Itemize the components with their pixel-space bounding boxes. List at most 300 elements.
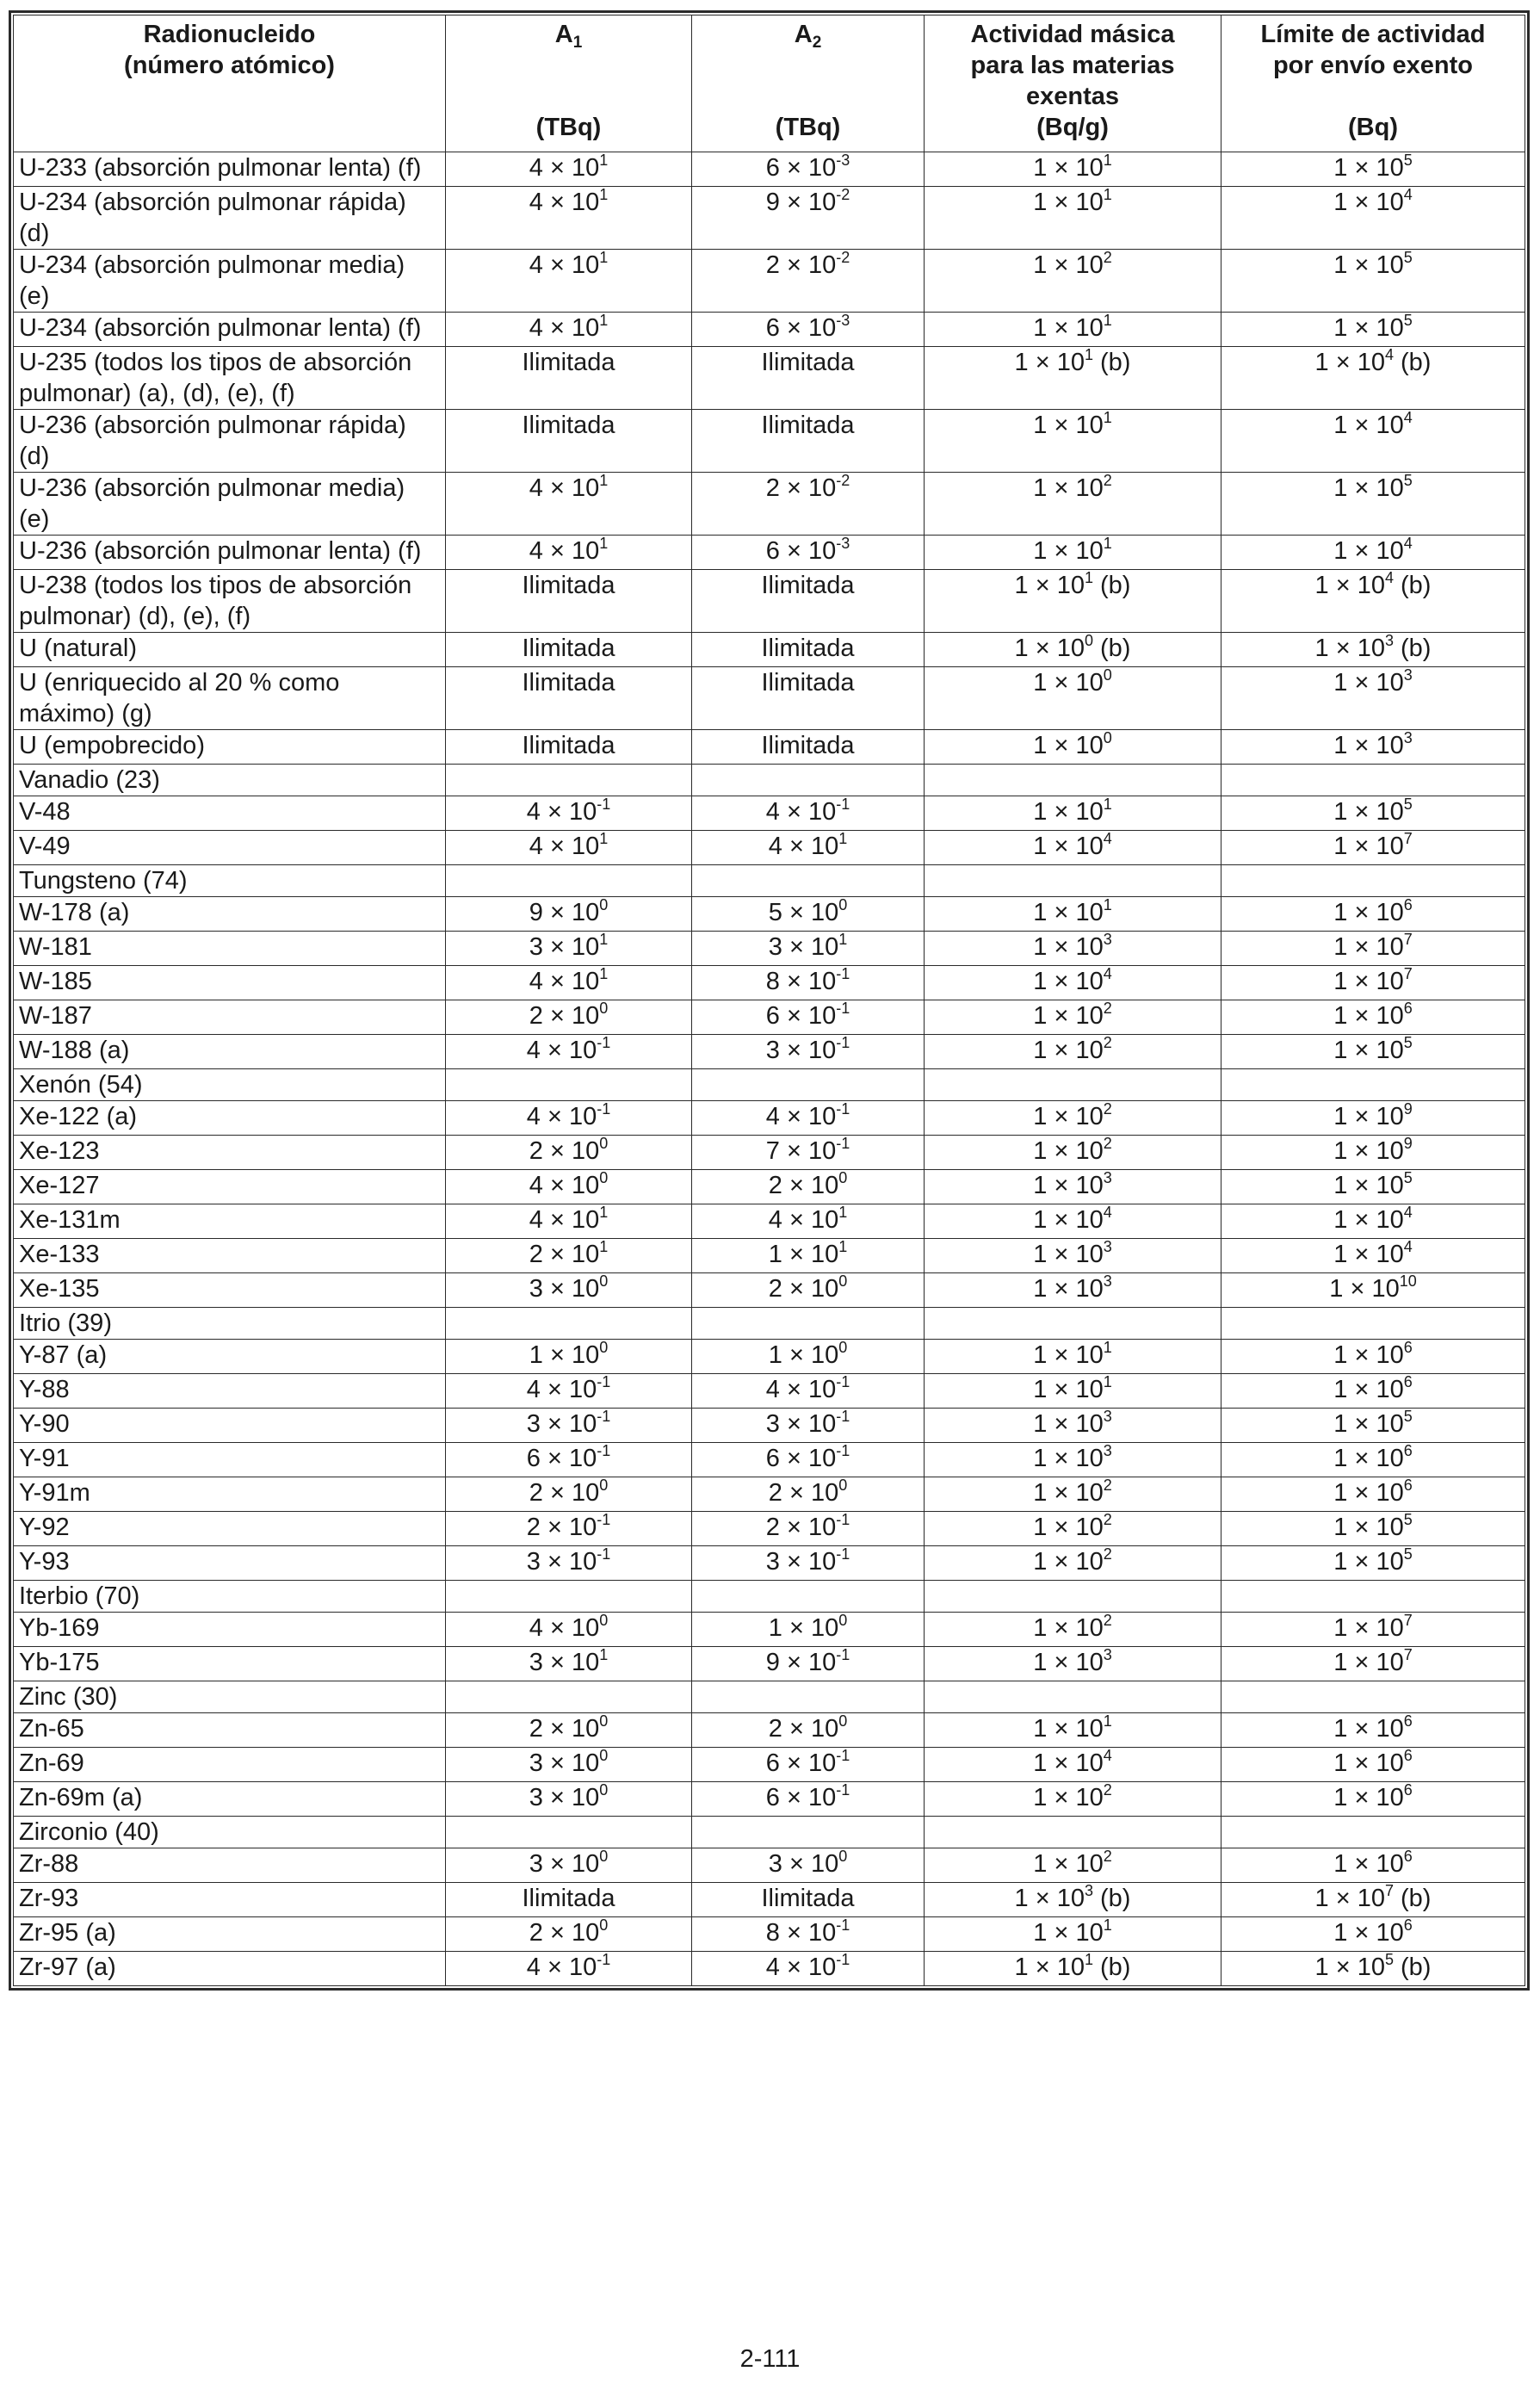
exponent: 0 — [1103, 666, 1112, 684]
cell-a1: Ilimitada — [446, 410, 692, 473]
header-a2-subscript: 2 — [812, 34, 822, 52]
cell-a1: $6 \times 10^{-1}$ — [446, 1443, 692, 1477]
exponent: 1 — [599, 1238, 609, 1255]
table-row — [14, 1512, 1525, 1546]
table-row — [14, 966, 1525, 1000]
cell-radionuclide: Xe-127 — [14, 1170, 446, 1204]
cell-radionuclide: Zr-88 — [14, 1848, 446, 1883]
cell-activity-limit: $1 \times 10^7$ — [1221, 831, 1525, 865]
header-radionuclide — [14, 15, 446, 152]
cell-a1: $4 \times 10^1$ — [446, 536, 692, 570]
cell-mass-activity: $1 \times 10^1$ — [925, 536, 1221, 570]
cell-a1 — [446, 1817, 692, 1848]
cell-a2: Ilimitada — [692, 730, 925, 765]
exponent: 4 — [1403, 409, 1413, 426]
cell-mass-activity: $1 \times 10^2$ — [925, 1035, 1221, 1069]
cell-radionuclide: W-181 — [14, 932, 446, 966]
cell-mass-activity: $1 \times 10^2$ — [925, 1782, 1221, 1817]
exponent: -1 — [836, 1747, 850, 1764]
cell-mass-activity: $1 \times 10^3$ — [925, 1647, 1221, 1681]
cell-a2: $8 \times 10^{-1}$ — [692, 966, 925, 1000]
cell-mass-activity: $1 \times 10^1$ — [925, 313, 1221, 347]
exponent: 6 — [1403, 1000, 1413, 1017]
exponent: 0 — [838, 1712, 848, 1730]
cell-a2: $4 \times 10^{-1}$ — [692, 1101, 925, 1136]
cell-activity-limit: $1 \times 10^5$ — [1221, 1170, 1525, 1204]
cell-a1: $4 \times 10^{-1}$ — [446, 1374, 692, 1409]
exponent: 0 — [599, 1000, 609, 1017]
cell-a1: Ilimitada — [446, 347, 692, 410]
cell-a1 — [446, 865, 692, 897]
cell-radionuclide: U-233 (absorción pulmonar lenta) (f) — [14, 152, 446, 187]
exponent: 0 — [599, 1712, 609, 1730]
exponent: 3 — [1103, 931, 1112, 948]
cell-a2 — [692, 1581, 925, 1613]
exponent: -1 — [597, 1373, 611, 1390]
cell-a1: $4 \times 10^0$ — [446, 1170, 692, 1204]
cell-a2: $2 \times 10^0$ — [692, 1273, 925, 1308]
cell-mass-activity: $1 \times 10^3$ — [925, 1443, 1221, 1477]
header-activity-limit-unit: (Bq) — [1348, 114, 1398, 141]
table-row — [14, 1477, 1525, 1512]
exponent: -1 — [597, 1545, 611, 1563]
table-row — [14, 1000, 1525, 1035]
cell-activity-limit: $1 \times 10^6$ — [1221, 1917, 1525, 1952]
table-row — [14, 187, 1525, 250]
exponent: -3 — [836, 152, 850, 169]
exponent: 0 — [838, 1848, 848, 1865]
table-row — [14, 1817, 1525, 1848]
cell-activity-limit: $1 \times 10^7$ — [1221, 1613, 1525, 1647]
exponent: 5 — [1403, 312, 1413, 329]
cell-radionuclide: Zn-69m (a) — [14, 1782, 446, 1817]
cell-radionuclide: U-236 (absorción pulmonar rápida) (d) — [14, 410, 446, 473]
cell-mass-activity: $1 \times 10^3$ — [925, 932, 1221, 966]
exponent: 1 — [1103, 1373, 1112, 1390]
cell-activity-limit: $1 \times 10^5$ — [1221, 313, 1525, 347]
exponent: 6 — [1403, 1781, 1413, 1799]
exponent: 2 — [1103, 1511, 1112, 1528]
exponent: 5 — [1403, 152, 1413, 169]
exponent: 2 — [1103, 1100, 1112, 1118]
table-row — [14, 932, 1525, 966]
exponent: -1 — [597, 1100, 611, 1118]
cell-a1: $2 \times 10^{-1}$ — [446, 1512, 692, 1546]
cell-activity-limit: $1 \times 10^6$ — [1221, 1748, 1525, 1782]
cell-radionuclide: U-236 (absorción pulmonar lenta) (f) — [14, 536, 446, 570]
cell-a1: $4 \times 10^1$ — [446, 313, 692, 347]
cell-a2: $1 \times 10^0$ — [692, 1340, 925, 1374]
cell-a2: $3 \times 10^0$ — [692, 1848, 925, 1883]
cell-radionuclide: Y-87 (a) — [14, 1340, 446, 1374]
cell-mass-activity: $1 \times 10^1$ — [925, 796, 1221, 831]
exponent: -1 — [836, 1545, 850, 1563]
cell-activity-limit — [1221, 1681, 1525, 1713]
cell-a2: Ilimitada — [692, 347, 925, 410]
cell-a2: $4 \times 10^1$ — [692, 1204, 925, 1239]
exponent: 5 — [1403, 1408, 1413, 1425]
exponent: 1 — [838, 1204, 848, 1221]
cell-a1: $4 \times 10^1$ — [446, 966, 692, 1000]
cell-radionuclide: U (empobrecido) — [14, 730, 446, 765]
cell-mass-activity: $1 \times 10^2$ — [925, 1613, 1221, 1647]
exponent: 4 — [1403, 535, 1413, 552]
exponent: 2 — [1103, 249, 1112, 266]
exponent: 5 — [1403, 796, 1413, 813]
table-row — [14, 1748, 1525, 1782]
exponent: 2 — [1103, 1477, 1112, 1494]
cell-a2: $6 \times 10^{-3}$ — [692, 313, 925, 347]
exponent: 1 — [599, 830, 609, 847]
cell-mass-activity — [925, 765, 1221, 796]
table-row — [14, 1782, 1525, 1817]
cell-mass-activity — [925, 1308, 1221, 1340]
table-row — [14, 1409, 1525, 1443]
cell-mass-activity: $1 \times 10^3$ (b) — [925, 1883, 1221, 1917]
exponent: 2 — [1103, 472, 1112, 489]
exponent: 3 — [1084, 1882, 1093, 1899]
cell-a1: Ilimitada — [446, 667, 692, 730]
cell-radionuclide: Y-91 — [14, 1443, 446, 1477]
table-row — [14, 1101, 1525, 1136]
exponent: 0 — [599, 1916, 609, 1934]
exponent: 7 — [1403, 931, 1413, 948]
cell-a1: $4 \times 10^1$ — [446, 831, 692, 865]
cell-activity-limit: $1 \times 10^3$ — [1221, 667, 1525, 730]
table-row — [14, 1204, 1525, 1239]
exponent: 4 — [1403, 1238, 1413, 1255]
table-row — [14, 1546, 1525, 1581]
cell-activity-limit: $1 \times 10^6$ — [1221, 897, 1525, 932]
cell-mass-activity: $1 \times 10^0$ — [925, 667, 1221, 730]
exponent: 0 — [838, 1339, 848, 1356]
cell-activity-limit: $1 \times 10^5$ — [1221, 1512, 1525, 1546]
cell-activity-limit: $1 \times 10^6$ — [1221, 1713, 1525, 1748]
cell-a1: $4 \times 10^1$ — [446, 1204, 692, 1239]
table-row — [14, 897, 1525, 932]
cell-activity-limit: $1 \times 10^5$ — [1221, 1546, 1525, 1581]
exponent: 1 — [599, 535, 609, 552]
exponent: 1 — [1103, 152, 1112, 169]
cell-mass-activity — [925, 1581, 1221, 1613]
cell-a2: $2 \times 10^{-2}$ — [692, 473, 925, 536]
cell-radionuclide: Zirconio (40) — [14, 1817, 446, 1848]
cell-a1: $2 \times 10^0$ — [446, 1136, 692, 1170]
cell-a2: Ilimitada — [692, 667, 925, 730]
table-row — [14, 1952, 1525, 1986]
cell-mass-activity — [925, 1681, 1221, 1713]
cell-radionuclide: Y-88 — [14, 1374, 446, 1409]
cell-a2: $2 \times 10^0$ — [692, 1713, 925, 1748]
exponent: 7 — [1403, 965, 1413, 982]
cell-radionuclide: U-234 (absorción pulmonar lenta) (f) — [14, 313, 446, 347]
table-row — [14, 570, 1525, 633]
cell-a2: $1 \times 10^0$ — [692, 1613, 925, 1647]
header-mass-activity-unit: (Bq/g) — [1036, 114, 1109, 141]
cell-a2: $2 \times 10^0$ — [692, 1170, 925, 1204]
cell-a2: $4 \times 10^{-1}$ — [692, 796, 925, 831]
cell-a2 — [692, 1681, 925, 1713]
table-row — [14, 1170, 1525, 1204]
exponent: 1 — [838, 931, 848, 948]
table-row — [14, 667, 1525, 730]
cell-radionuclide: Yb-169 — [14, 1613, 446, 1647]
exponent: 2 — [1103, 1848, 1112, 1865]
table-row — [14, 1239, 1525, 1273]
table-row — [14, 410, 1525, 473]
cell-activity-limit: $1 \times 10^{10}$ — [1221, 1273, 1525, 1308]
cell-a2: $1 \times 10^1$ — [692, 1239, 925, 1273]
cell-mass-activity: $1 \times 10^2$ — [925, 250, 1221, 313]
cell-a2: Ilimitada — [692, 1883, 925, 1917]
table-row — [14, 831, 1525, 865]
exponent: 6 — [1403, 1747, 1413, 1764]
exponent: 0 — [838, 1272, 848, 1290]
cell-mass-activity — [925, 1817, 1221, 1848]
header-mass-activity-line2: para las materias — [970, 52, 1175, 79]
exponent: -1 — [836, 1135, 850, 1152]
cell-activity-limit: $1 \times 10^6$ — [1221, 1848, 1525, 1883]
cell-radionuclide: W-188 (a) — [14, 1035, 446, 1069]
cell-radionuclide: U-234 (absorción pulmonar rápida) (d) — [14, 187, 446, 250]
exponent: 1 — [1103, 535, 1112, 552]
exponent: -1 — [836, 1373, 850, 1390]
cell-mass-activity: $1 \times 10^3$ — [925, 1170, 1221, 1204]
exponent: -1 — [836, 1781, 850, 1799]
exponent: 0 — [599, 1272, 609, 1290]
cell-mass-activity: $1 \times 10^1$ — [925, 1917, 1221, 1952]
table-row — [14, 1136, 1525, 1170]
cell-mass-activity: $1 \times 10^1$ — [925, 897, 1221, 932]
cell-a2 — [692, 1308, 925, 1340]
exponent: -1 — [836, 1442, 850, 1459]
table-row — [14, 1374, 1525, 1409]
exponent: 3 — [1103, 1442, 1112, 1459]
exponent: 0 — [599, 896, 609, 913]
exponent: 9 — [1403, 1100, 1413, 1118]
cell-radionuclide: Tungsteno (74) — [14, 865, 446, 897]
cell-a2: $2 \times 10^{-1}$ — [692, 1512, 925, 1546]
cell-activity-limit: $1 \times 10^4$ — [1221, 536, 1525, 570]
exponent: 6 — [1403, 1442, 1413, 1459]
cell-a2: Ilimitada — [692, 570, 925, 633]
table-row — [14, 1308, 1525, 1340]
exponent: 0 — [1103, 729, 1112, 746]
exponent: 1 — [599, 152, 609, 169]
exponent: -1 — [597, 1511, 611, 1528]
exponent: 7 — [1403, 1646, 1413, 1663]
exponent: 1 — [599, 472, 609, 489]
exponent: -1 — [836, 1034, 850, 1051]
exponent: 3 — [1103, 1272, 1112, 1290]
cell-radionuclide: Xe-131m — [14, 1204, 446, 1239]
exponent: 1 — [1103, 1916, 1112, 1934]
exponent: -3 — [836, 312, 850, 329]
exponent: -3 — [836, 535, 850, 552]
exponent: 4 — [1384, 346, 1394, 363]
cell-mass-activity: $1 \times 10^1$ (b) — [925, 1952, 1221, 1986]
exponent: 0 — [599, 1339, 609, 1356]
exponent: 6 — [1403, 1916, 1413, 1934]
exponent: 10 — [1399, 1272, 1417, 1290]
exponent: 3 — [1103, 1169, 1112, 1186]
table-row — [14, 1848, 1525, 1883]
cell-a2: $9 \times 10^{-1}$ — [692, 1647, 925, 1681]
exponent: 7 — [1403, 830, 1413, 847]
exponent: 1 — [599, 312, 609, 329]
exponent: 1 — [1084, 569, 1093, 586]
cell-a1: $2 \times 10^0$ — [446, 1713, 692, 1748]
table-row — [14, 536, 1525, 570]
cell-activity-limit — [1221, 1069, 1525, 1101]
cell-activity-limit: $1 \times 10^6$ — [1221, 1443, 1525, 1477]
table-row — [14, 250, 1525, 313]
cell-activity-limit: $1 \times 10^6$ — [1221, 1000, 1525, 1035]
cell-mass-activity: $1 \times 10^1$ — [925, 187, 1221, 250]
exponent: 1 — [838, 830, 848, 847]
cell-activity-limit: $1 \times 10^5$ — [1221, 1409, 1525, 1443]
cell-a2: $3 \times 10^1$ — [692, 932, 925, 966]
exponent: 2 — [1103, 1781, 1112, 1799]
cell-a2: $2 \times 10^{-2}$ — [692, 250, 925, 313]
cell-radionuclide: Y-90 — [14, 1409, 446, 1443]
cell-mass-activity: $1 \times 10^1$ — [925, 1340, 1221, 1374]
exponent: 1 — [838, 1238, 848, 1255]
cell-a2: $5 \times 10^0$ — [692, 897, 925, 932]
cell-activity-limit: $1 \times 10^5$ — [1221, 796, 1525, 831]
exponent: 5 — [1403, 1511, 1413, 1528]
header-mass-activity-line1: Actividad másica — [970, 21, 1175, 48]
header-a1-letter: A — [554, 21, 573, 48]
header-activity-limit — [1221, 15, 1525, 152]
cell-activity-limit: $1 \times 10^4$ — [1221, 1239, 1525, 1273]
cell-a2 — [692, 865, 925, 897]
exponent: 9 — [1403, 1135, 1413, 1152]
cell-mass-activity: $1 \times 10^1$ (b) — [925, 347, 1221, 410]
table-row — [14, 765, 1525, 796]
exponent: 4 — [1403, 186, 1413, 203]
table-row — [14, 633, 1525, 667]
cell-activity-limit: $1 \times 10^9$ — [1221, 1101, 1525, 1136]
cell-radionuclide: Zr-93 — [14, 1883, 446, 1917]
table-row — [14, 1581, 1525, 1613]
cell-activity-limit: $1 \times 10^9$ — [1221, 1136, 1525, 1170]
exponent: 4 — [1103, 1204, 1112, 1221]
cell-mass-activity: $1 \times 10^0$ — [925, 730, 1221, 765]
cell-mass-activity: $1 \times 10^1$ (b) — [925, 570, 1221, 633]
cell-activity-limit: $1 \times 10^4$ — [1221, 1204, 1525, 1239]
cell-activity-limit: $1 \times 10^5$ — [1221, 473, 1525, 536]
exponent: -1 — [597, 1951, 611, 1968]
exponent: 7 — [1384, 1882, 1394, 1899]
exponent: -1 — [836, 1646, 850, 1663]
exponent: -1 — [597, 1442, 611, 1459]
table-row — [14, 1069, 1525, 1101]
cell-mass-activity: $1 \times 10^4$ — [925, 966, 1221, 1000]
cell-a1: $2 \times 10^0$ — [446, 1917, 692, 1952]
exponent: 1 — [599, 1204, 609, 1221]
cell-a1 — [446, 1581, 692, 1613]
exponent: -2 — [836, 186, 850, 203]
cell-radionuclide: Yb-175 — [14, 1647, 446, 1681]
exponent: -1 — [597, 796, 611, 813]
cell-a2: $6 \times 10^{-1}$ — [692, 1748, 925, 1782]
cell-activity-limit: $1 \times 10^4$ — [1221, 187, 1525, 250]
cell-mass-activity: $1 \times 10^2$ — [925, 473, 1221, 536]
exponent: 0 — [1084, 632, 1093, 649]
cell-mass-activity: $1 \times 10^2$ — [925, 1101, 1221, 1136]
exponent: 6 — [1403, 1339, 1413, 1356]
table-row — [14, 347, 1525, 410]
cell-activity-limit: $1 \times 10^4$ — [1221, 410, 1525, 473]
table-row — [14, 1883, 1525, 1917]
cell-a1: $2 \times 10^0$ — [446, 1000, 692, 1035]
cell-a1: Ilimitada — [446, 1883, 692, 1917]
cell-a2: Ilimitada — [692, 410, 925, 473]
exponent: 1 — [1084, 346, 1093, 363]
exponent: 0 — [599, 1477, 609, 1494]
cell-a2: $6 \times 10^{-1}$ — [692, 1782, 925, 1817]
cell-a1 — [446, 1681, 692, 1713]
exponent: 2 — [1103, 1135, 1112, 1152]
exponent: 1 — [599, 186, 609, 203]
cell-a2: $4 \times 10^{-1}$ — [692, 1952, 925, 1986]
exponent: 6 — [1403, 896, 1413, 913]
header-a1-subscript: 1 — [572, 34, 583, 52]
cell-a1: $3 \times 10^{-1}$ — [446, 1409, 692, 1443]
exponent: 1 — [1103, 896, 1112, 913]
cell-mass-activity: $1 \times 10^3$ — [925, 1273, 1221, 1308]
cell-a1 — [446, 1308, 692, 1340]
cell-mass-activity: $1 \times 10^4$ — [925, 831, 1221, 865]
cell-activity-limit: $1 \times 10^7$ — [1221, 966, 1525, 1000]
cell-activity-limit: $1 \times 10^4$ (b) — [1221, 347, 1525, 410]
cell-radionuclide: Zr-97 (a) — [14, 1952, 446, 1986]
cell-activity-limit — [1221, 1308, 1525, 1340]
exponent: 0 — [838, 896, 848, 913]
exponent: 0 — [838, 1612, 848, 1629]
exponent: 3 — [1103, 1408, 1112, 1425]
exponent: -2 — [836, 472, 850, 489]
cell-activity-limit: $1 \times 10^7$ (b) — [1221, 1883, 1525, 1917]
exponent: -1 — [836, 1511, 850, 1528]
cell-mass-activity: $1 \times 10^3$ — [925, 1409, 1221, 1443]
exponent: 0 — [599, 1747, 609, 1764]
exponent: -1 — [836, 1916, 850, 1934]
cell-activity-limit: $1 \times 10^5$ — [1221, 1035, 1525, 1069]
table-row — [14, 730, 1525, 765]
cell-radionuclide: Zr-95 (a) — [14, 1917, 446, 1952]
exponent: 1 — [1103, 1339, 1112, 1356]
cell-mass-activity: $1 \times 10^1$ — [925, 1374, 1221, 1409]
exponent: 1 — [1103, 186, 1112, 203]
cell-radionuclide: Vanadio (23) — [14, 765, 446, 796]
exponent: 0 — [599, 1169, 609, 1186]
exponent: 0 — [838, 1169, 848, 1186]
cell-mass-activity: $1 \times 10^1$ — [925, 152, 1221, 187]
cell-radionuclide: W-187 — [14, 1000, 446, 1035]
cell-mass-activity: $1 \times 10^3$ — [925, 1239, 1221, 1273]
cell-activity-limit: $1 \times 10^6$ — [1221, 1477, 1525, 1512]
exponent: 0 — [599, 1848, 609, 1865]
cell-a1: $4 \times 10^{-1}$ — [446, 1101, 692, 1136]
cell-activity-limit: $1 \times 10^7$ — [1221, 932, 1525, 966]
exponent: 3 — [1403, 666, 1413, 684]
exponent: 5 — [1403, 249, 1413, 266]
cell-radionuclide: Iterbio (70) — [14, 1581, 446, 1613]
cell-a1: $2 \times 10^1$ — [446, 1239, 692, 1273]
cell-a1: $3 \times 10^{-1}$ — [446, 1546, 692, 1581]
